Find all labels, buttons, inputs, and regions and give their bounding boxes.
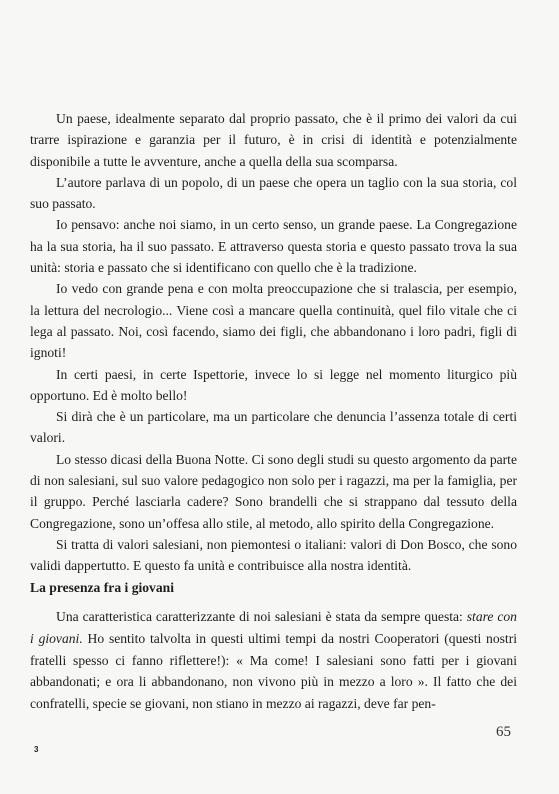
body-text: [30, 108, 517, 577]
section-paragraph: [30, 606, 517, 715]
section-body: [30, 606, 517, 715]
section-heading: La presenza fra i giovani: [30, 580, 174, 595]
section-italic-phrase: stare con i giovani.: [30, 609, 517, 646]
section-text-start: Una caratteristica caratterizzante di noi salesiani è stata da sempre questa:: [56, 609, 467, 624]
section-text-end: Ho sentito talvolta in questi ultimi tempi da nostri Cooperatori (questi nostri fratelli spesso ci fanno riflettere!): « Ma come! I salesiani sono fatti per i giovani abbandonati; e ora li abbandonano, non vivono più in mezzo a loro ». Il fatto che dei confratelli, specie se giovani, non stiano in mezzo ai ragazzi, deve far pen-: [30, 630, 517, 712]
paragraph-3: Io pensavo: anche noi siamo, in un certo senso, un grande paese. La Congregazione ha la sua storia, ha il suo passato. E attraverso questa storia e questo passato trova la sua unità: storia e passato che si identificano con quello che è la tradizione.: [30, 217, 517, 276]
paragraph-1: Un paese, idealmente separato dal proprio passato, che è il primo dei valori da cui trarre ispirazione e garanzia per il futuro, è in crisi di identità e potenzialmente disponibile a tutte le avventure, anche a quella della sua scomparsa.: [30, 111, 517, 169]
paragraph-2: L’autore parlava di un popolo, di un paese che opera un taglio con la sua storia, col suo passato.: [30, 174, 517, 212]
paragraph-6: Si dirà che è un particolare, ma un particolare che denuncia l’assenza totale di certi valori.: [30, 409, 517, 446]
page-number: 65: [496, 724, 511, 740]
paragraph-7: Lo stesso dicasi della Buona Notte. Ci sono degli studi su questo argomento da parte di non salesiani, sul suo valore pedagogico non solo per i ragazzi, ma per la famiglia, per il gruppo. Perché lasciarla cadere? Sono brandelli che si strappano dal tessuto della Congregazione, sono un’offesa allo stile, al metodo, allo spirito della Congregazione.: [30, 451, 517, 531]
paragraph-8: Si tratta di valori salesiani, non piemontesi o italiani: valori di Don Bosco, che sono validi dappertutto. E questo fa unità e contribuisce alla nostra identità.: [30, 536, 517, 574]
margin-mark: 3: [34, 745, 39, 754]
paragraph-4: Io vedo con grande pena e con molta preoccupazione che si tralascia, per esempio, la lettura del necrologio... Viene così a mancare quella continuità, quel filo vitale che ci lega al passato. Noi, così facendo, siamo dei figli, che abbandonano i loro padri, figli di ignoti!: [30, 281, 517, 361]
paragraph-5: In certi paesi, in certe Ispettorie, invece lo si legge nel momento liturgico più opportuno. Ed è molto bello!: [30, 366, 517, 403]
